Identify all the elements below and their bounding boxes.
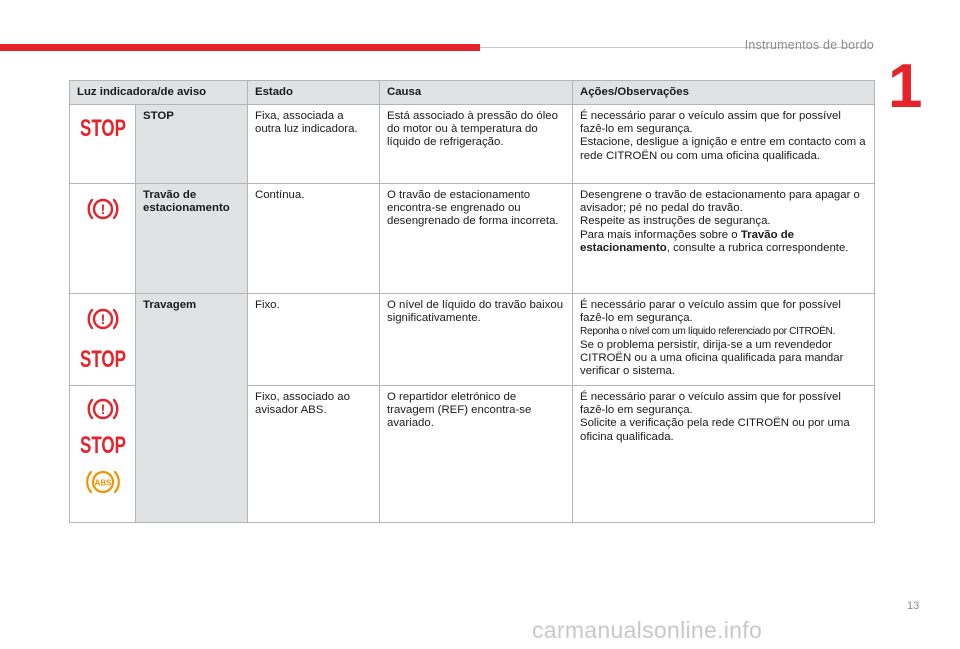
section-title: Instrumentos de bordo xyxy=(744,38,874,52)
col-header-state: Estado xyxy=(248,81,380,105)
actions-cell xyxy=(573,386,875,523)
action-reference-bold: Travão de estacionamento xyxy=(580,228,794,254)
icon-cell xyxy=(70,294,136,386)
light-name: STOP xyxy=(136,105,248,184)
chapter-number: 1 xyxy=(888,52,923,121)
stop-icon-text: STOP xyxy=(79,346,126,373)
state-cell: Contínua. xyxy=(248,184,380,294)
stop-icon xyxy=(79,432,127,459)
action-text: É necessário parar o veículo assim que for possível fazê-lo em segurança. xyxy=(580,110,841,136)
warning-lights-table xyxy=(69,80,875,523)
action-text: Se o problema persistir, dirija-se a um revendedor CITROËN ou a uma oficina qualificada para mandar verificar o sistema. xyxy=(580,338,844,378)
state-cell: Fixo. xyxy=(248,294,380,386)
actions-cell xyxy=(573,105,875,184)
actions-cell xyxy=(573,184,875,294)
icon-cell xyxy=(70,105,136,184)
light-name: Travagem xyxy=(136,294,248,523)
icon-cell xyxy=(70,184,136,294)
cause-cell: Está associado à pressão do óleo do motor ou à temperatura do líquido de refrigeração. xyxy=(380,105,573,184)
watermark: carmanualsonline.info xyxy=(532,617,763,643)
header-red-bar xyxy=(0,44,480,51)
stop-icon xyxy=(79,346,127,373)
exclaim-text: ! xyxy=(100,201,105,217)
cause-cell: O travão de estacionamento encontra-se engrenado ou desengrenado de forma incorreta. xyxy=(380,184,573,294)
abs-icon xyxy=(84,466,122,498)
action-text-condensed: Reponha o nível com um líquido referenciado por CITROËN. xyxy=(580,326,836,338)
brake-warning-icon xyxy=(86,304,120,334)
cause-cell: O nível de líquido do travão baixou significativamente. xyxy=(380,294,573,386)
table-row xyxy=(70,294,875,386)
stop-icon-text: STOP xyxy=(79,432,126,459)
light-name: Travão de estacionamento xyxy=(136,184,248,294)
state-cell: Fixo, associado ao avisador ABS. xyxy=(248,386,380,523)
action-text: Desengrene o travão de estacionamento para apagar o avisador; pé no pedal do travão. xyxy=(580,189,860,215)
col-header-actions: Ações/Observações xyxy=(573,81,875,105)
actions-cell xyxy=(573,294,875,386)
col-header-light: Luz indicadora/de aviso xyxy=(70,81,248,105)
col-header-cause: Causa xyxy=(380,81,573,105)
table-row xyxy=(70,184,875,294)
action-text: É necessário parar o veículo assim que for possível fazê-lo em segurança. xyxy=(580,299,841,325)
stop-icon-text: STOP xyxy=(79,115,126,142)
stop-icon xyxy=(79,115,127,142)
action-text: É necessário parar o veículo assim que for possível fazê-lo em segurança. xyxy=(580,391,841,417)
exclaim-text: ! xyxy=(100,311,105,327)
exclaim-text: ! xyxy=(100,401,105,417)
action-reference: Para mais informações sobre o Travão de estacionamento, consulte a rubrica correspondente. xyxy=(580,228,849,254)
brake-warning-icon xyxy=(86,394,120,424)
table-header-row xyxy=(70,81,875,105)
action-text: Solicite a verificação pela rede CITROËN ou por uma oficina qualificada. xyxy=(580,417,850,443)
state-cell: Fixa, associada a outra luz indicadora. xyxy=(248,105,380,184)
action-text: Respeite as instruções de segurança. xyxy=(580,215,771,228)
page-number: 13 xyxy=(907,600,920,612)
parking-brake-icon xyxy=(86,194,120,224)
cause-cell: O repartidor eletrónico de travagem (REF) encontra-se avariado. xyxy=(380,386,573,523)
icon-cell xyxy=(70,386,136,523)
abs-icon-text: ABS xyxy=(94,478,111,488)
action-text: Estacione, desligue a ignição e entre em contacto com a rede CITROËN ou com uma oficina qualificada. xyxy=(580,136,866,162)
table-row xyxy=(70,105,875,184)
